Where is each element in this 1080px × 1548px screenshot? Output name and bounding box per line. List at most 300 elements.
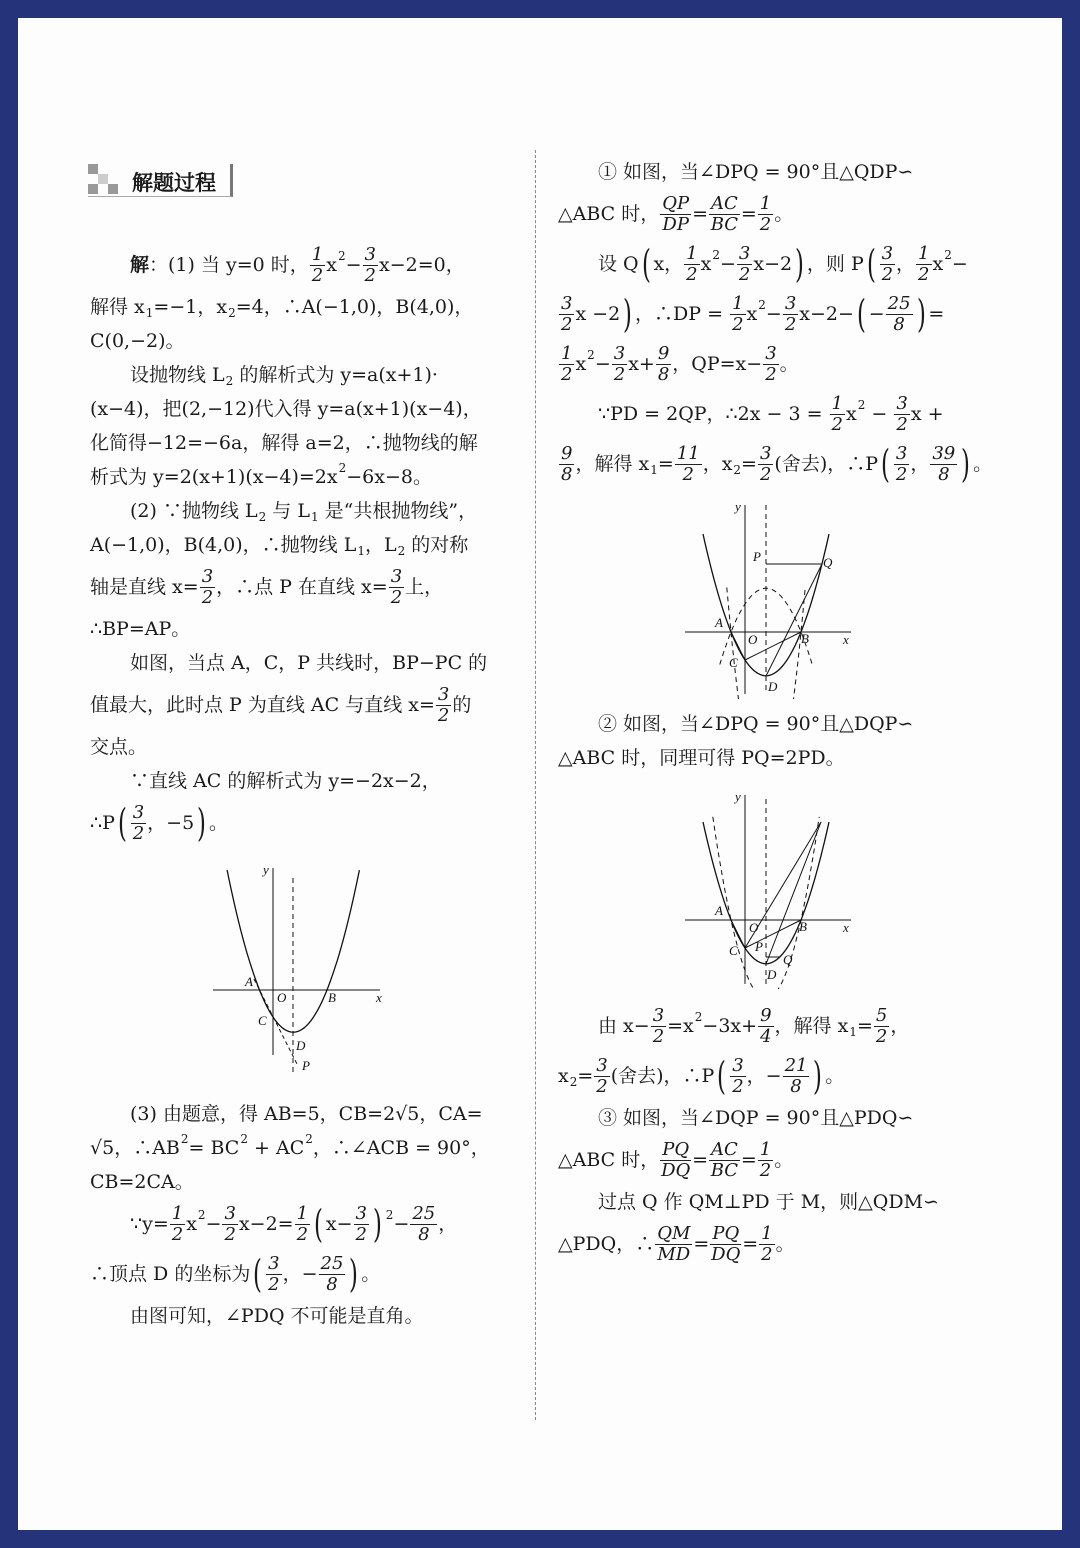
label-p: P [753,549,761,564]
fraction [759,1224,774,1265]
text-run: ，∴∠ACB = 90°， [312,1137,490,1159]
denominator: 2 [686,263,698,285]
text-line [90,730,520,764]
text-run: 交点。 [90,736,148,758]
text-run: 上， [405,576,444,598]
superscript: 2 [197,1208,206,1222]
text-line [90,240,520,290]
denominator: 2 [881,263,894,285]
text-run: ，则 P [806,253,864,275]
fraction [559,344,574,385]
text-run: 如图，当点 A，C，P 共线时，BP−PC 的 [130,652,488,674]
fraction [675,444,702,485]
numerator: 1 [918,242,930,264]
denominator: 2 [311,264,324,286]
header-decoration [88,164,98,174]
fraction [783,294,798,335]
label-x: x [843,920,849,935]
figure-1 [208,860,520,1085]
denominator: 2 [268,1273,280,1295]
superscript: 2 [338,461,347,475]
fraction [651,1006,666,1047]
fraction [655,1224,692,1265]
text-run: 轴是直线 x= [90,576,199,598]
superscript: 2 [305,1132,313,1146]
text-run: x [932,253,944,275]
label-c: C [258,1013,267,1028]
fraction [886,294,913,335]
right-parenthesis: ) [372,1202,382,1246]
numerator: 3 [759,442,772,464]
text-run: x [846,403,857,425]
fraction [758,194,773,235]
text-run: 是“共根抛物线”， [318,500,478,522]
fraction [200,567,215,608]
numerator: 3 [765,342,777,364]
left-parenthesis: ( [314,1202,323,1246]
text-run: x−2=0， [378,254,465,276]
numerator: 3 [224,1202,236,1224]
fraction [131,803,146,844]
text-run: A(−1,0)，B(4,0)，∴抛物线 L [90,534,357,556]
denominator: 2 [390,586,403,608]
numerator: QM [657,1222,691,1244]
numerator: 1 [761,1222,773,1244]
text-run: = [692,1149,709,1171]
fraction [612,344,627,385]
subscript: 1 [310,510,319,524]
left-parenthesis: ( [253,1252,263,1296]
denominator: 2 [201,586,214,608]
text-run: 过点 Q 作 QM⊥PD 于 M，则△QDM∽ [598,1191,939,1213]
text-run: − [719,253,736,275]
fraction [559,444,574,485]
numerator: 39 [932,442,956,464]
text-line [558,155,998,189]
header-decoration [108,184,118,194]
right-parenthesis: ) [795,242,804,286]
segment-dq [766,564,822,676]
text-run: x−2 [753,253,793,275]
denominator: 8 [893,313,905,335]
header-decoration [98,174,108,184]
denominator: DQ [711,1243,741,1265]
text-run: △PDQ，∴ [558,1233,655,1255]
text-run: x， [653,253,684,275]
denominator: 2 [596,1075,608,1097]
text-run: = [856,1015,873,1037]
numerator: 9 [561,442,573,464]
denominator: 8 [326,1273,338,1295]
text-line [558,1135,998,1185]
text-run: (3) 由题意，得 AB=5，CB=2√5，CA= [130,1103,483,1125]
fraction [354,1204,369,1245]
fraction [410,1204,437,1245]
text-line [90,358,520,392]
text-run: ，∴DP = [635,303,730,325]
numerator: 3 [596,1054,608,1076]
text-run: ∵PD = 2QP，∴2x − 3 = [598,403,829,425]
header-decoration [88,184,98,194]
text-run: = [692,203,709,225]
fraction [709,194,740,235]
text-run: ③ 如图，当∠DQP = 90°且△PDQ∽ [598,1107,914,1129]
text-line [558,339,998,389]
label-c: C [729,943,738,958]
numerator: 25 [320,1252,344,1274]
fraction [830,394,845,435]
text-run: ② 如图，当∠DPQ = 90°且△DQP∽ [598,713,914,735]
text-run: 。 [774,203,794,225]
denominator: 2 [896,413,908,435]
denominator: 2 [132,822,145,844]
text-line [90,324,520,358]
label-a: A [715,615,723,630]
label-p: P [302,1058,310,1073]
superscript: 2 [385,1208,394,1222]
text-line [558,1101,998,1135]
numerator: 25 [887,292,911,314]
text-line [558,1185,998,1219]
fraction [880,244,895,285]
text-run: ① 如图，当∠DPQ = 90°且△QDP∽ [598,161,914,183]
denominator: 8 [790,1075,802,1097]
superscript: 2 [180,1132,189,1146]
text-line [558,1051,998,1101]
text-run: 析式为 y=2(x+1)(x−4)=2x [90,466,338,488]
fraction [763,344,778,385]
text-run: (x−4)，把(2,−12)代入得 y=a(x+1)(x−4)， [90,398,482,420]
left-column [90,240,520,1333]
superscript: 2 [694,1010,703,1024]
denominator: BC [710,213,739,235]
text-run: = [742,1233,759,1255]
denominator: MD [657,1243,691,1265]
text-line [90,612,520,646]
numerator: 3 [268,1252,280,1274]
text-run: ，− [282,1263,318,1285]
text-run: −3x+ [702,1015,758,1037]
denominator: 2 [437,704,450,726]
text-run: 。 [775,1233,795,1255]
text-run: (2) ∵抛物线 L [130,500,258,522]
text-run: = [693,1233,710,1255]
text-line [90,1131,520,1165]
text-run: 。 [774,1149,794,1171]
label-q: Q [823,555,833,570]
numerator: 1 [831,392,843,414]
label-a: A [715,903,723,918]
denominator: 2 [561,313,573,335]
superscript: 2 [712,248,720,262]
right-parenthesis: ) [197,801,207,845]
numerator: 3 [784,292,797,314]
denominator: 2 [224,1223,236,1245]
subscript: 2 [569,1075,578,1089]
fraction [758,1140,773,1181]
fraction [660,194,691,235]
text-line [90,290,520,324]
text-run: △ABC 时，同理可得 PQ=2PD。 [558,747,845,769]
text-run: = [741,453,757,475]
numerator: 3 [652,1004,665,1026]
label-y: y [735,789,741,804]
left-parenthesis: ( [866,242,876,286]
numerator: 1 [759,1138,772,1160]
numerator: AC [711,1138,738,1160]
text-run: △ABC 时， [558,1149,660,1171]
numerator: 25 [412,1202,436,1224]
text-run: ∵y= [130,1213,169,1235]
superscript: 2 [758,298,766,312]
text-line [558,189,998,239]
denominator: 2 [561,363,573,385]
text-run: x + [910,403,944,425]
text-run: 与 L [266,500,310,522]
text-run: 值最大，此时点 P 为直线 AC 与直线 x= [90,694,435,716]
subscript: 2 [228,306,236,320]
superscript: 2 [944,248,952,262]
line-dq [766,822,821,964]
label-q: Q [783,952,793,967]
subscript: 1 [145,306,154,320]
parabola-figure-1 [208,860,388,1085]
numerator: 3 [390,565,403,587]
text-run: 的对称 [405,534,469,556]
text-run: C(0,−2)。 [90,330,185,352]
numerator: 1 [561,342,573,364]
label-b: B [801,631,809,646]
text-line [90,392,520,426]
left-parenthesis: ( [117,801,127,845]
numerator: 1 [759,192,772,214]
superscript: 2 [337,249,346,263]
denominator: 2 [732,313,744,335]
text-run: 。 [973,453,993,475]
text-run: ，解得 x [575,453,650,475]
text-run: ，QP=x− [672,353,763,375]
text-run: ∴顶点 D 的坐标为 [90,1263,251,1285]
label-y: y [735,499,741,514]
superscript: 2 [240,1132,248,1146]
fraction [730,294,745,335]
text-run: ， [890,1015,910,1037]
numerator: 3 [895,442,908,464]
fraction [894,444,909,485]
text-run: ，−5 [147,812,195,834]
denominator: 2 [364,264,376,286]
text-run: x −2 [575,303,621,325]
numerator: 1 [296,1202,309,1224]
text-run: x [558,1065,569,1087]
figure-2 [683,499,998,699]
numerator: PQ [712,1222,740,1244]
numerator: AC [711,192,738,214]
numerator: 3 [881,242,894,264]
text-run: 设抛物线 L [130,364,225,386]
text-run: = BC [188,1137,240,1159]
label-o: O [748,632,758,647]
denominator: 2 [732,1075,744,1097]
denominator: 8 [938,463,950,485]
text-run: √5，∴AB [90,1137,180,1159]
label-p: P [755,939,763,954]
right-column [558,155,998,1269]
denominator: 2 [895,463,908,485]
text-run: △ABC 时， [558,203,660,225]
fraction [319,1254,346,1295]
text-run: =−1，x [153,296,228,318]
text-run: x [326,254,337,276]
text-run: x [700,253,712,275]
text-run: ，解得 x [774,1015,849,1037]
text-line [558,1001,998,1051]
subscript: 1 [357,544,365,558]
fraction [894,394,909,435]
numerator: 3 [732,1054,744,1076]
subscript: 1 [849,1025,857,1039]
numerator: 3 [896,392,908,414]
text-run: 。 [825,1065,845,1087]
label-d: D [296,1038,306,1053]
left-parenthesis: ( [856,292,866,336]
numerator: QP [662,192,690,214]
subscript: 1 [650,463,658,477]
fraction [684,244,699,285]
text-run: ，x [702,453,733,475]
text-line [90,1299,520,1333]
fraction [730,1056,745,1097]
text-line [90,798,520,848]
parabola-l2-left [727,588,740,700]
text-run: − [765,303,782,325]
text-run: CB=2CA。 [90,1171,194,1193]
text-run: 的解析式为 y=a(x+1)· [233,364,438,386]
text-run: ，− [746,1065,782,1087]
denominator: 2 [682,463,694,485]
numerator: 3 [738,242,751,264]
text-run: ， [896,253,916,275]
text-line [558,1219,998,1269]
right-parenthesis: ) [349,1252,359,1296]
text-run: − [951,253,968,275]
text-run: ：(1) 当 y=0 时， [149,254,309,276]
denominator: 2 [831,413,843,435]
text-line [558,439,998,489]
numerator: 1 [686,242,698,264]
text-run: − [393,1213,410,1235]
fraction [656,344,671,385]
denominator: 8 [657,363,670,385]
text-run: x− [325,1213,353,1235]
fraction [559,294,574,335]
denominator: BC [710,1159,739,1181]
label-b: B [328,990,336,1005]
text-run: =x [667,1015,694,1037]
fraction [783,1056,810,1097]
denominator: 2 [875,1025,888,1047]
numerator: 1 [171,1202,184,1224]
superscript: 2 [587,348,595,362]
numerator: PQ [662,1138,690,1160]
text-line [90,646,520,680]
label-c: C [729,655,738,670]
text-run: ∴P [90,812,115,834]
numerator: 3 [613,342,626,364]
subscript: 2 [397,544,406,558]
denominator: 2 [761,1243,773,1265]
text-run: ， [910,453,930,475]
denominator: DQ [661,1159,691,1181]
fraction [170,1204,185,1245]
text-run: = [740,1149,757,1171]
text-line [558,239,998,289]
numerator: 9 [657,342,670,364]
text-run: 化简得−12=−6a，解得 a=2，∴抛物线的解 [90,432,478,454]
numerator: 9 [760,1004,772,1026]
text-run: x [575,353,587,375]
label-o: O [749,920,759,935]
fraction [295,1204,310,1245]
denominator: 2 [918,263,930,285]
text-run: x−2= [238,1213,294,1235]
numerator: 1 [311,243,324,265]
text-line [90,680,520,730]
text-run: + AC [247,1137,305,1159]
text-line [90,1199,520,1249]
text-line [90,562,520,612]
denominator: 2 [171,1223,184,1245]
numerator: 3 [355,1202,367,1224]
text-run: x [186,1213,197,1235]
fraction [363,245,378,286]
denominator: 2 [652,1025,665,1047]
text-run: 由 x− [598,1015,650,1037]
denominator: 2 [765,363,777,385]
column-divider [535,150,536,1420]
text-run: 由图可知，∠PDQ 不可能是直角。 [130,1305,424,1327]
text-run: −6x−8。 [346,466,432,488]
numerator: 3 [561,292,573,314]
fraction [310,245,325,286]
fraction [266,1254,281,1295]
text-line [90,1249,520,1299]
text-run: =4，∴A(−1,0)，B(4,0)， [235,296,474,318]
left-parenthesis: ( [881,442,890,486]
text-line [90,494,520,528]
text-run: − [868,303,885,325]
label-d: D [768,679,778,694]
left-parenthesis: ( [717,1054,727,1098]
fraction [660,1140,691,1181]
text-run: − [594,353,611,375]
fraction [222,1204,237,1245]
text-run: ∴BP=AP。 [90,618,191,640]
text-run: = [928,303,945,325]
text-run: 。 [779,353,799,375]
text-run: 设 Q [598,253,639,275]
text-run: 。 [209,812,229,834]
text-run: x−2− [799,303,854,325]
left-parenthesis: ( [641,242,651,286]
text-run: ， [438,1213,458,1235]
text-run: − [205,1213,222,1235]
text-run: = [740,203,757,225]
text-run: − [865,403,894,425]
denominator: 2 [759,213,772,235]
subscript: 2 [258,510,267,524]
denominator: 2 [355,1223,367,1245]
